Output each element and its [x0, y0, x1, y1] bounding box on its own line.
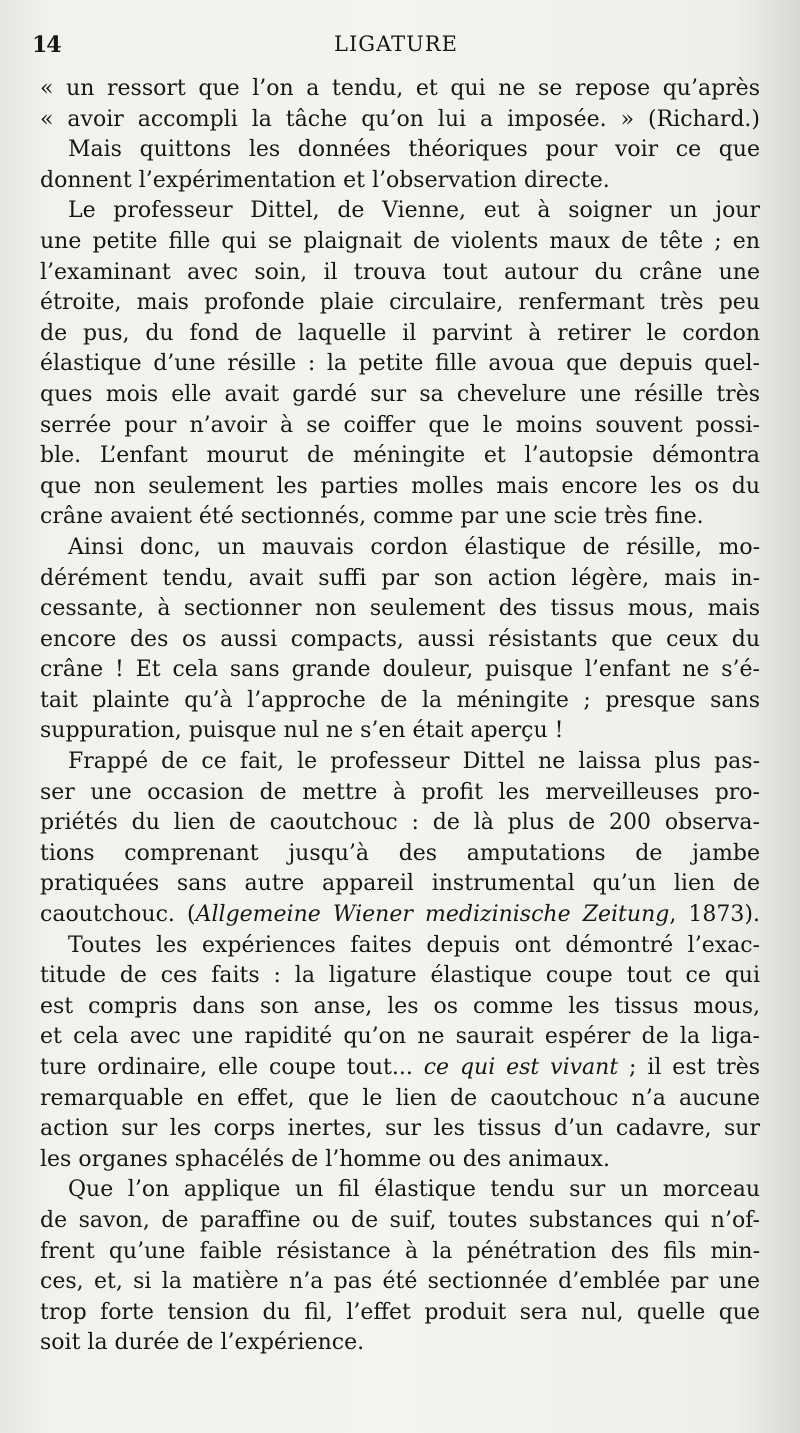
- text-line: priétés du lien de caoutchouc : de là plus de 200 observa-: [40, 810, 760, 836]
- text-line: remarquable en effet, que le lien de caoutchouc n’a aucune: [40, 1085, 760, 1111]
- text-line: Ainsi donc, un mauvais cordon élastique de résille, mo-: [68, 534, 760, 560]
- text-line: frent qu’une faible résistance à la pénétration des fils min-: [40, 1238, 760, 1264]
- text-line: serrée pour n’avoir à se coiffer que le moins souvent possi-: [40, 412, 760, 438]
- text-line: Frappé de ce fait, le professeur Dittel ne laissa plus pas-: [68, 749, 760, 775]
- text-line: crâne ! Et cela sans grande douleur, puisque l’enfant ne s’é-: [40, 657, 760, 683]
- text-line: de savon, de paraffine ou de suif, toutes substances qui n’of-: [40, 1207, 760, 1233]
- text-line: Toutes les expériences faites depuis ont démontré l’exac-: [68, 932, 760, 958]
- text-line: « un ressort que l’on a tendu, et qui ne se repose qu’après: [40, 76, 760, 101]
- text-line: cessante, à sectionner non seulement des tissus mous, mais: [40, 596, 760, 622]
- running-title: LIGATURE: [334, 32, 458, 56]
- text-line: ble. L’enfant mourut de méningite et l’autopsie démontra: [40, 443, 760, 469]
- text-line: étroite, mais profonde plaie circulaire, renfermant très peu: [40, 290, 760, 316]
- text-line: Mais quittons les données théoriques pour voir ce que: [68, 137, 760, 163]
- text-line: que non seulement les parties molles mais encore les os du: [40, 473, 760, 499]
- text-line: ces, et, si la matière n’a pas été sectionnée d’emblée par une: [40, 1269, 760, 1295]
- page-header: [32, 30, 760, 64]
- text-line: suppuration, puisque nul ne s’en était aperçu !: [40, 718, 564, 744]
- text-line: action sur les corps inertes, sur les tissus d’un cadavre, sur: [40, 1116, 760, 1142]
- text-line: soit la durée de l’expérience.: [40, 1330, 365, 1356]
- text-line: « avoir accompli la tâche qu’on lui a imposée. » (Richard.): [40, 106, 760, 132]
- text-line: tions comprenant jusqu’à des amputations de jambe: [40, 840, 760, 866]
- text-line: ser une occasion de mettre à profit les merveilleuses pro-: [40, 779, 760, 805]
- text-line: de pus, du fond de laquelle il parvint à retirer le cordon: [40, 320, 760, 346]
- text-line: titude de ces faits : la ligature élastique coupe tout ce qui: [40, 963, 760, 989]
- italic-phrase: ce qui est vivant: [423, 1055, 619, 1080]
- text-line: élastique d’une résille : la petite fille avoua que depuis quel-: [40, 351, 760, 377]
- text-line: est compris dans son anse, les os comme les tissus mous,: [40, 993, 760, 1019]
- text-line: pratiquées sans autre appareil instrumental qu’un lien de: [40, 871, 760, 897]
- text-line: ques mois elle avait gardé sur sa chevelure une résille très: [40, 381, 760, 407]
- text-line: et cela avec une rapidité qu’on ne saurait espérer de la liga-: [40, 1024, 760, 1050]
- text-line: Que l’on applique un fil élastique tendu sur un morceau: [68, 1177, 760, 1203]
- text-line: ture ordinaire, elle coupe tout... ce qui est vivant ; il est très: [40, 1055, 760, 1080]
- text-line: Le professeur Dittel, de Vienne, eut à soigner un jour: [68, 198, 760, 224]
- text-line: les organes sphacélés de l’homme ou des animaux.: [40, 1146, 611, 1172]
- italic-phrase: Allgemeine Wiener medizinische Zeitung: [195, 902, 670, 928]
- text-line: crâne avaient été sectionnés, comme par une scie très fine.: [40, 504, 704, 530]
- page-number: 14: [32, 32, 61, 58]
- text-line: caoutchouc. (Allgemeine Wiener medizinische Zeitung, 1873).: [40, 902, 760, 928]
- text-line: trop forte tension du fil, l’effet produit sera nul, quelle que: [40, 1299, 760, 1325]
- text-line: une petite fille qui se plaignait de violents maux de tête ; en: [40, 228, 760, 254]
- body-text: [40, 74, 760, 1359]
- text-line: encore des os aussi compacts, aussi résistants que ceux du: [40, 626, 760, 652]
- text-line: l’examinant avec soin, il trouva tout autour du crâne une: [40, 259, 760, 285]
- text-line: dérément tendu, avait suffi par son action légère, mais in-: [40, 565, 760, 591]
- text-line: donnent l’expérimentation et l’observation directe.: [40, 167, 610, 193]
- text-line: tait plainte qu’à l’approche de la méningite ; presque sans: [40, 687, 760, 713]
